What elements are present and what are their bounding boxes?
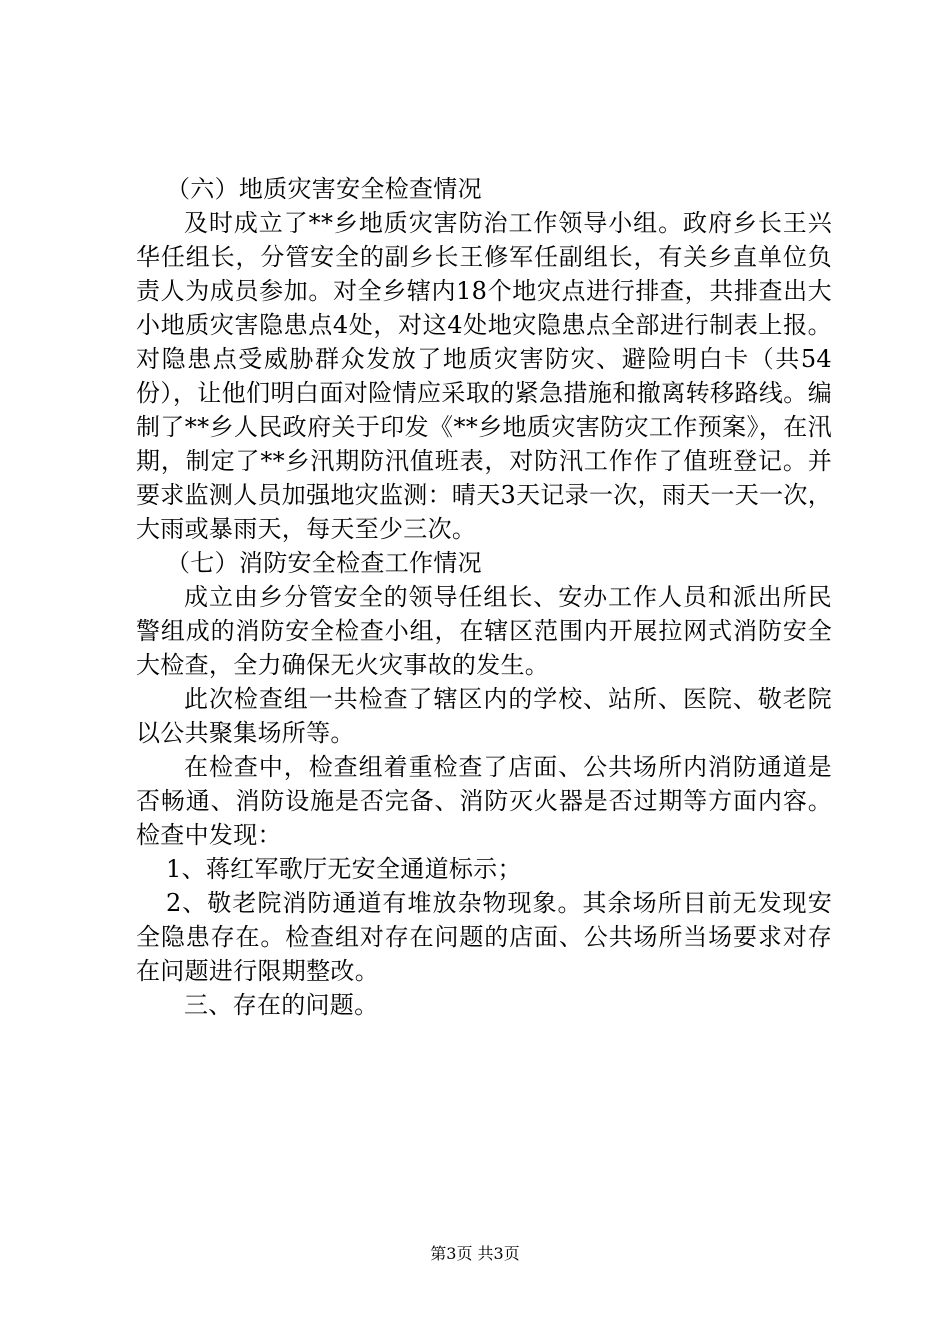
paragraph-inspection-scope: 此次检查组一共检查了辖区内的学校、站所、医院、敬老院以公共聚集场所等。 bbox=[136, 685, 832, 747]
paragraph-inspection-focus: 在检查中，检查组着重检查了店面、公共场所内消防通道是否畅通、消防设施是否完备、消防灭火器是否过期等方面内容。检查中发现： bbox=[136, 753, 832, 849]
paragraph-fire-team: 成立由乡分管安全的领导任组长、安办工作人员和派出所民警组成的消防安全检查小组，在辖区范围内开展拉网式消防安全大检查，全力确保无火灾事故的发生。 bbox=[136, 583, 832, 679]
finding-item-1: 1、蒋红军歌厅无安全通道标示； bbox=[166, 855, 522, 883]
section-heading-six: （六）地质灾害安全检查情况 bbox=[166, 175, 482, 203]
paragraph-geologic-disaster: 及时成立了**乡地质灾害防治工作领导小组。政府乡长王兴华任组长，分管安全的副乡长王修军任副组长，有关乡直单位负责人为成员参加。对全乡辖内18个地灾点进行排查，共排查出大小地质灾害隐患点4处，对这4处地灾隐患点全部进行制表上报。对隐患点受威胁群众发放了地质灾害防灾、避险明白卡（共54份），让他们明白面对险情应采取的紧急措施和撤离转移路线。编制了**乡人民政府关于印发《**乡地质灾害防灾工作预案》，在汛期，制定了**乡汛期防汛值班表，对防汛工作作了值班登记。并要求监测人员加强地灾监测：晴天3天记录一次，雨天一天一次，大雨或暴雨天，每天至少三次。 bbox=[136, 209, 832, 543]
section-heading-three: 三、存在的问题。 bbox=[184, 991, 379, 1019]
document-body bbox=[136, 172, 832, 1022]
finding-item-2: 2、敬老院消防通道有堆放杂物现象。其余场所目前无发现安全隐患存在。检查组对存在问题的店面、公共场所当场要求对存在问题进行限期整改。 bbox=[136, 889, 832, 985]
page-number-footer: 第3页 共3页 bbox=[430, 1244, 520, 1263]
section-heading-seven: （七）消防安全检查工作情况 bbox=[166, 549, 482, 577]
